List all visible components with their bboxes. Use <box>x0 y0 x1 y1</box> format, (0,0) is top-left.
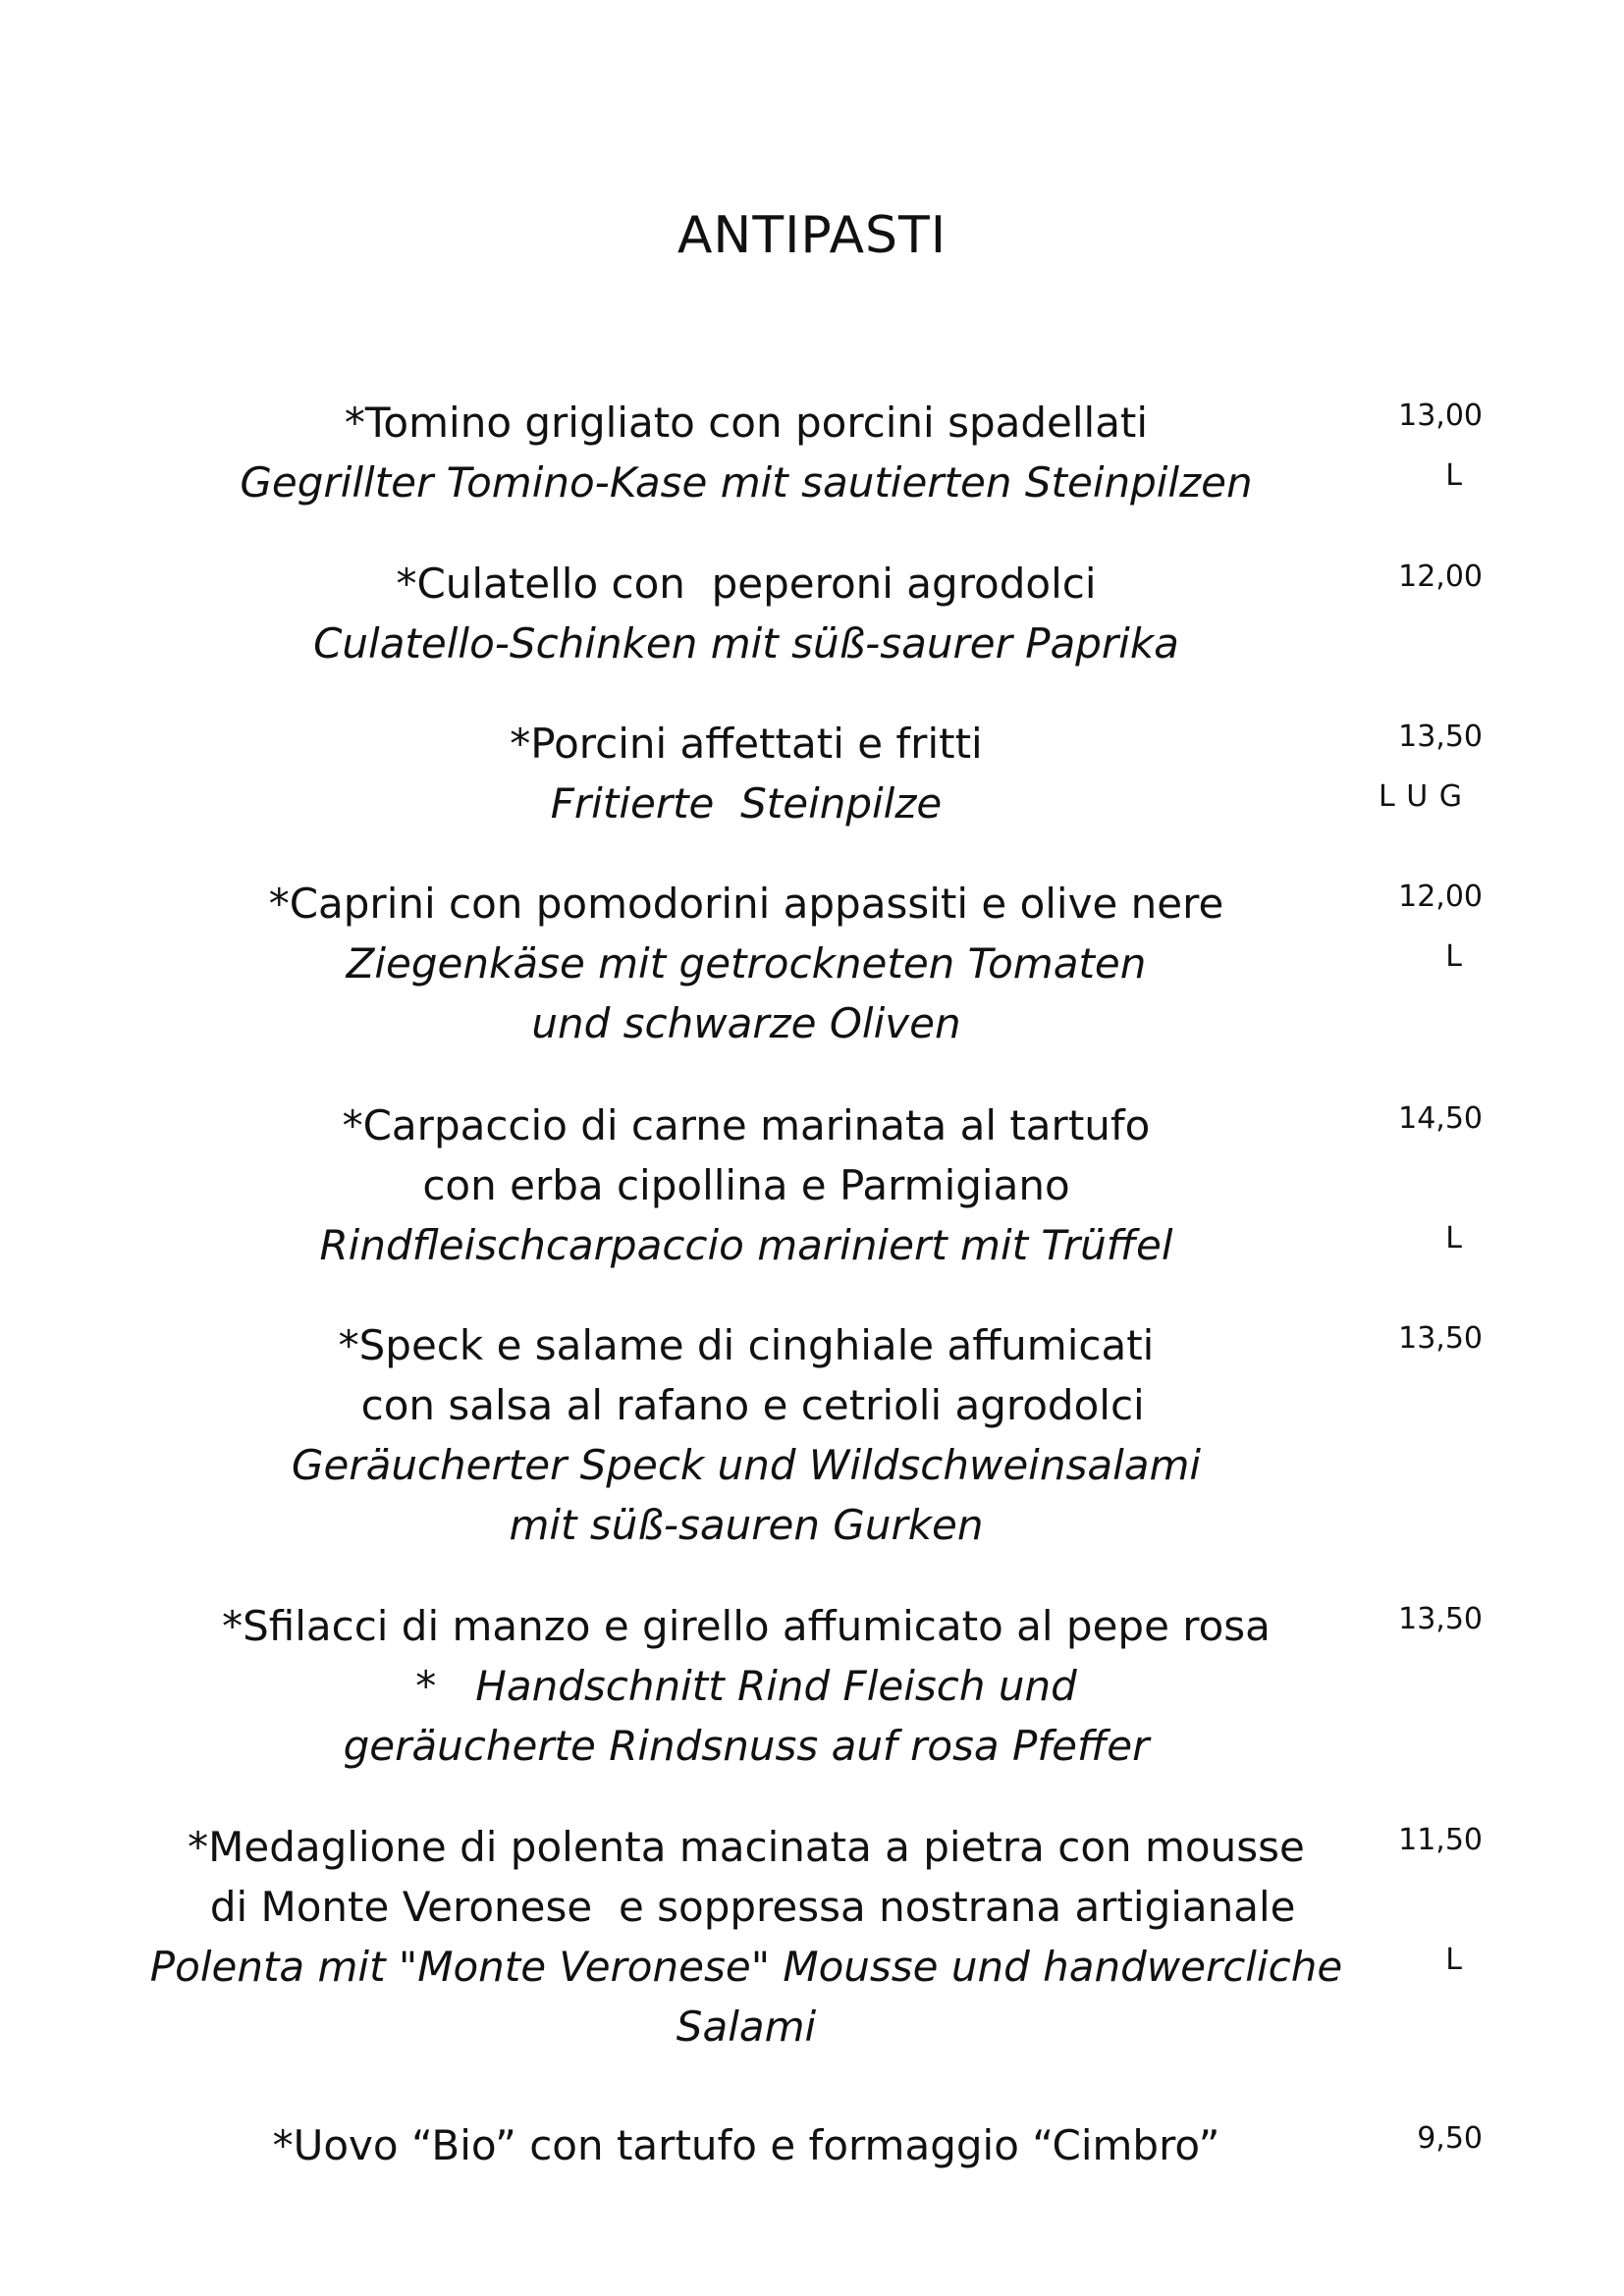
menu-item-name-line: *Speck e salame di cinghiale affumicati <box>338 1321 1155 1369</box>
menu-item-allergens: L <box>1445 1943 1463 1977</box>
menu-item-description <box>147 874 1345 1053</box>
menu-item-name-line: di Monte Veronese e soppressa nostrana artigianale <box>196 1883 1296 1931</box>
menu-item-name-line: *Carpaccio di carne marinata al tartufo <box>342 1101 1151 1149</box>
menu-item-name-line: con salsa al rafano e cetrioli agrodolci <box>348 1381 1145 1429</box>
menu-item-price: 13,50 <box>1398 1602 1483 1636</box>
menu-item-description <box>147 714 1345 833</box>
menu-item-allergens: L <box>1445 939 1463 974</box>
menu-item-price: 11,50 <box>1398 1823 1483 1857</box>
menu-item-price: 14,50 <box>1398 1101 1483 1136</box>
menu-item-translation-line: Ziegenkäse mit getrockneten Tomaten <box>346 939 1147 988</box>
menu-item-name-line: *Sfilacci di manzo e girello affumicato al pepe rosa <box>222 1602 1271 1650</box>
menu-item <box>0 874 1624 1047</box>
menu-item-description <box>147 1095 1345 1275</box>
menu-item-price: 12,00 <box>1398 560 1483 594</box>
menu-item-description <box>147 554 1345 673</box>
menu-item-translation-line: Fritierte Steinpilze <box>550 779 943 828</box>
menu-item-name-line: *Medaglione di polenta macinata a pietra con mousse <box>188 1823 1305 1871</box>
menu-item-description <box>147 2115 1345 2175</box>
menu-item-price: 13,50 <box>1398 1321 1483 1356</box>
menu-item <box>0 1315 1624 1549</box>
menu-item-translation-line: * Handschnitt Rind Fleisch und <box>415 1662 1077 1710</box>
menu-item-price: 13,00 <box>1398 399 1483 433</box>
menu-item-price: 12,00 <box>1398 880 1483 914</box>
menu-item-name-line: *Culatello con peperoni agrodolci <box>396 560 1097 608</box>
menu-item-translation-line: und schwarze Oliven <box>531 999 961 1047</box>
menu-item-name-line: con erba cipollina e Parmigiano <box>422 1161 1070 1209</box>
menu-item-description <box>147 1315 1345 1555</box>
menu-item-name-line: *Caprini con pomodorini appassiti e olive nere <box>268 880 1224 928</box>
menu-item <box>0 714 1624 828</box>
menu-item <box>0 1596 1624 1770</box>
menu-item-translation-line: Gegrillter Tomino-Kase mit sautierten Steinpilzen <box>240 458 1253 507</box>
menu-item-translation-line: Salami <box>676 2002 817 2051</box>
menu-item-translation-line: Polenta mit "Monte Veronese" Mousse und handwercliche <box>149 1943 1343 1991</box>
menu-item-price: 13,50 <box>1398 720 1483 754</box>
menu-item-translation-line: geräucherte Rindsnuss auf rosa Pfeffer <box>343 1722 1150 1770</box>
menu-item-price: 9,50 <box>1417 2121 1483 2156</box>
menu-item-translation-line: Rindfleischcarpaccio mariniert mit Trüffel <box>319 1221 1173 1269</box>
menu-item-description <box>147 1817 1345 2056</box>
menu-item-translation-line: Geräucherter Speck und Wildschweinsalami <box>291 1441 1202 1489</box>
menu-item-description <box>147 393 1345 512</box>
menu-item-name-line: *Uovo “Bio” con tartufo e formaggio “Cimbro” <box>272 2121 1220 2169</box>
menu-item-description <box>147 1596 1345 1776</box>
menu-item <box>0 2115 1624 2169</box>
menu-item-allergens: L U G <box>1379 779 1463 814</box>
menu-item <box>0 554 1624 667</box>
menu-item <box>0 393 1624 507</box>
menu-item-translation-line: mit süß-sauren Gurken <box>509 1501 984 1549</box>
menu-item-translation-line: Culatello-Schinken mit süß-saurer Paprika <box>313 619 1179 667</box>
menu-item <box>0 1817 1624 2051</box>
page-title: ANTIPASTI <box>677 206 947 265</box>
menu-item-allergens: L <box>1445 458 1463 493</box>
menu-item <box>0 1095 1624 1269</box>
menu-item-name-line: *Tomino grigliato con porcini spadellati <box>344 399 1149 447</box>
menu-item-allergens: L <box>1445 1221 1463 1255</box>
menu-item-name-line: *Porcini affettati e fritti <box>510 720 983 768</box>
